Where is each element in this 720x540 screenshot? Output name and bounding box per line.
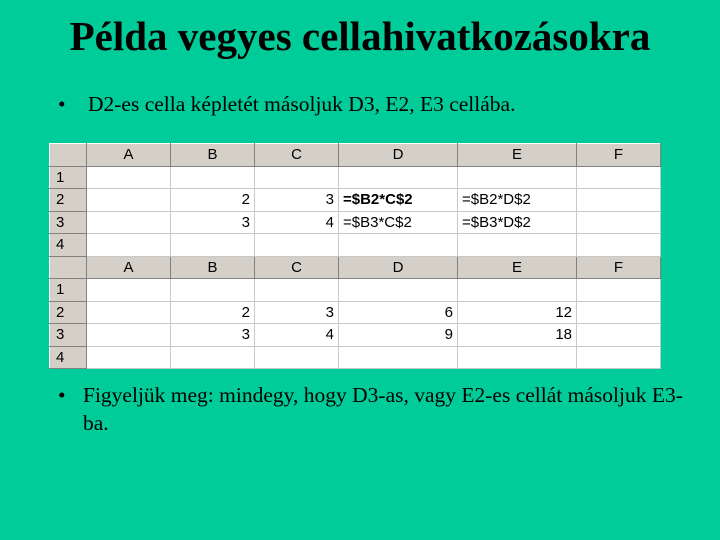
cell-d2[interactable]: =$B2*C$2 — [339, 189, 458, 212]
cell-f4[interactable] — [577, 346, 661, 369]
cell-e2[interactable]: 12 — [458, 301, 577, 324]
cell-a2[interactable] — [87, 301, 171, 324]
row-header[interactable]: 1 — [50, 166, 87, 189]
cell-e1[interactable] — [458, 166, 577, 189]
row-header[interactable]: 4 — [50, 346, 87, 369]
column-header-a[interactable]: A — [87, 144, 171, 167]
cell-a2[interactable] — [87, 189, 171, 212]
cell-c2[interactable]: 3 — [255, 189, 339, 212]
column-header-d[interactable]: D — [339, 256, 458, 279]
column-header-b[interactable]: B — [171, 256, 255, 279]
column-header-row — [50, 144, 661, 167]
column-header-f[interactable]: F — [577, 256, 661, 279]
table-row — [50, 211, 661, 234]
cell-f4[interactable] — [577, 234, 661, 257]
table-row — [50, 234, 661, 257]
column-header-c[interactable]: C — [255, 144, 339, 167]
cell-c1[interactable] — [255, 166, 339, 189]
cell-e4[interactable] — [458, 234, 577, 257]
bullet-text: D2-es cella képletét másoljuk D3, E2, E3 cellába. — [88, 92, 516, 116]
cell-d3[interactable]: 9 — [339, 324, 458, 347]
select-all-corner[interactable] — [50, 144, 87, 167]
cell-b4[interactable] — [171, 346, 255, 369]
table-row — [50, 346, 661, 369]
cell-f2[interactable] — [577, 189, 661, 212]
cell-a1[interactable] — [87, 166, 171, 189]
table-row — [50, 166, 661, 189]
cell-d1[interactable] — [339, 166, 458, 189]
cell-e1[interactable] — [458, 279, 577, 302]
spreadsheet-example — [49, 143, 661, 369]
bullet-item-2 — [58, 382, 698, 438]
cell-a1[interactable] — [87, 279, 171, 302]
cell-f1[interactable] — [577, 166, 661, 189]
row-header[interactable]: 3 — [50, 324, 87, 347]
table-row — [50, 301, 661, 324]
column-header-d[interactable]: D — [339, 144, 458, 167]
cell-e4[interactable] — [458, 346, 577, 369]
cell-d3[interactable]: =$B3*C$2 — [339, 211, 458, 234]
bullet-item-1 — [58, 91, 698, 119]
row-header[interactable]: 2 — [50, 189, 87, 212]
cell-d1[interactable] — [339, 279, 458, 302]
cell-c4[interactable] — [255, 346, 339, 369]
cell-d4[interactable] — [339, 234, 458, 257]
row-header[interactable]: 1 — [50, 279, 87, 302]
row-header[interactable]: 4 — [50, 234, 87, 257]
table-row — [50, 189, 661, 212]
bullet-icon: • — [58, 92, 66, 116]
cell-a4[interactable] — [87, 346, 171, 369]
column-header-e[interactable]: E — [458, 144, 577, 167]
cell-b3[interactable]: 3 — [171, 211, 255, 234]
cell-a3[interactable] — [87, 211, 171, 234]
column-header-f[interactable]: F — [577, 144, 661, 167]
cell-c3[interactable]: 4 — [255, 211, 339, 234]
cell-c4[interactable] — [255, 234, 339, 257]
cell-c1[interactable] — [255, 279, 339, 302]
cell-b4[interactable] — [171, 234, 255, 257]
column-header-a[interactable]: A — [87, 256, 171, 279]
cell-f1[interactable] — [577, 279, 661, 302]
cell-e3[interactable]: =$B3*D$2 — [458, 211, 577, 234]
column-header-row — [50, 256, 661, 279]
column-header-e[interactable]: E — [458, 256, 577, 279]
cell-b3[interactable]: 3 — [171, 324, 255, 347]
cell-c3[interactable]: 4 — [255, 324, 339, 347]
table-row — [50, 279, 661, 302]
cell-f2[interactable] — [577, 301, 661, 324]
cell-b2[interactable]: 2 — [171, 301, 255, 324]
bullet-icon: • — [58, 383, 66, 407]
cell-a3[interactable] — [87, 324, 171, 347]
cell-e2[interactable]: =$B2*D$2 — [458, 189, 577, 212]
cell-c2[interactable]: 3 — [255, 301, 339, 324]
bullet-text: Figyeljük meg: mindegy, hogy D3-as, vagy E2-es cellát másoljuk E3-ba. — [83, 383, 683, 435]
cell-b2[interactable]: 2 — [171, 189, 255, 212]
cell-d2[interactable]: 6 — [339, 301, 458, 324]
cell-b1[interactable] — [171, 166, 255, 189]
cell-d4[interactable] — [339, 346, 458, 369]
cell-b1[interactable] — [171, 279, 255, 302]
column-header-c[interactable]: C — [255, 256, 339, 279]
cell-a4[interactable] — [87, 234, 171, 257]
cell-f3[interactable] — [577, 324, 661, 347]
cell-f3[interactable] — [577, 211, 661, 234]
cell-e3[interactable]: 18 — [458, 324, 577, 347]
row-header[interactable]: 3 — [50, 211, 87, 234]
row-header[interactable]: 2 — [50, 301, 87, 324]
slide-title: Példa vegyes cellahivatkozásokra — [69, 13, 651, 59]
table-row — [50, 324, 661, 347]
select-all-corner[interactable] — [50, 256, 87, 279]
column-header-b[interactable]: B — [171, 144, 255, 167]
